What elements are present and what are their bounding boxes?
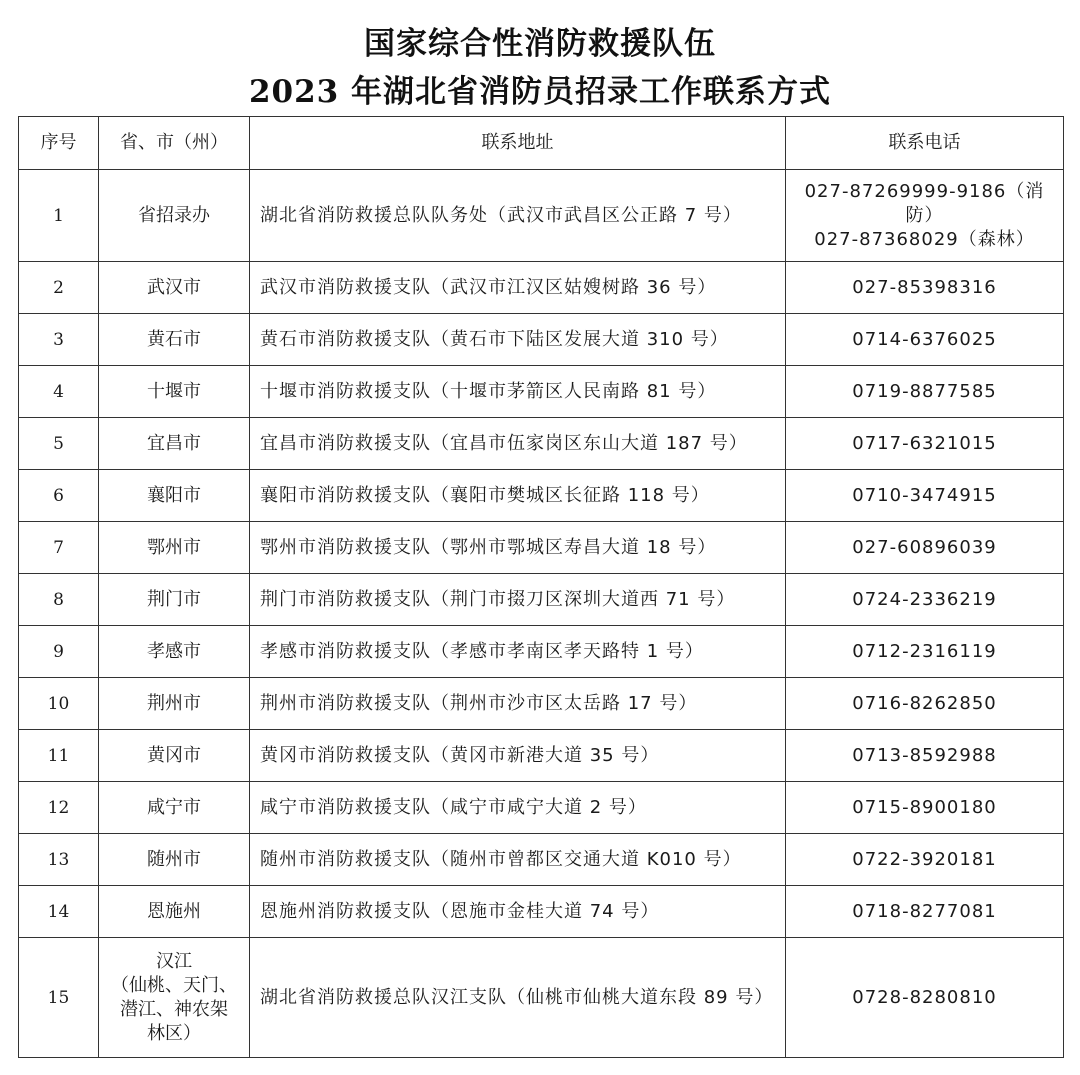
cell-region: 孝感市 xyxy=(99,626,250,678)
cell-phone xyxy=(786,522,1064,574)
cell-address: 湖北省消防救援总队汉江支队（仙桃市仙桃大道东段 89 号） xyxy=(250,938,786,1058)
table-row xyxy=(19,522,1064,574)
cell-no: 11 xyxy=(19,730,99,782)
cell-region: 鄂州市 xyxy=(99,522,250,574)
region-line: （仙桃、天门、 xyxy=(111,974,237,996)
table-row xyxy=(19,782,1064,834)
cell-address: 恩施州消防救援支队（恩施市金桂大道 74 号） xyxy=(250,886,786,938)
cell-address: 孝感市消防救援支队（孝感市孝南区孝天路特 1 号） xyxy=(250,626,786,678)
cell-region: 武汉市 xyxy=(99,262,250,314)
cell-region xyxy=(99,938,250,1058)
cell-phone xyxy=(786,366,1064,418)
cell-region: 随州市 xyxy=(99,834,250,886)
phone-number: 027-60896039 xyxy=(852,536,997,558)
table-row xyxy=(19,418,1064,470)
cell-phone xyxy=(786,938,1064,1058)
cell-phone xyxy=(786,730,1064,782)
phone-number: 0715-8900180 xyxy=(852,796,997,818)
cell-address: 武汉市消防救援支队（武汉市江汉区姑嫂树路 36 号） xyxy=(250,262,786,314)
phone-number: 0717-6321015 xyxy=(852,432,997,454)
cell-address: 十堰市消防救援支队（十堰市茅箭区人民南路 81 号） xyxy=(250,366,786,418)
table-row xyxy=(19,834,1064,886)
table-row xyxy=(19,170,1064,262)
cell-phone xyxy=(786,574,1064,626)
table-row xyxy=(19,938,1064,1058)
cell-region: 荆门市 xyxy=(99,574,250,626)
cell-address: 随州市消防救援支队（随州市曾都区交通大道 K010 号） xyxy=(250,834,786,886)
cell-address: 宜昌市消防救援支队（宜昌市伍家岗区东山大道 187 号） xyxy=(250,418,786,470)
cell-no: 8 xyxy=(19,574,99,626)
cell-address: 咸宁市消防救援支队（咸宁市咸宁大道 2 号） xyxy=(250,782,786,834)
cell-phone xyxy=(786,418,1064,470)
table-row xyxy=(19,366,1064,418)
cell-no: 1 xyxy=(19,170,99,262)
cell-phone xyxy=(786,314,1064,366)
table-row xyxy=(19,678,1064,730)
cell-region: 省招录办 xyxy=(99,170,250,262)
phone-number: 0719-8877585 xyxy=(852,380,997,402)
cell-no: 4 xyxy=(19,366,99,418)
region-line: 汉江 xyxy=(156,950,192,972)
table-row xyxy=(19,626,1064,678)
cell-region: 荆州市 xyxy=(99,678,250,730)
phone-number: 027-87368029（森林） xyxy=(814,228,1035,250)
table-row xyxy=(19,886,1064,938)
cell-phone xyxy=(786,470,1064,522)
cell-address: 襄阳市消防救援支队（襄阳市樊城区长征路 118 号） xyxy=(250,470,786,522)
cell-no: 9 xyxy=(19,626,99,678)
cell-address: 黄冈市消防救援支队（黄冈市新港大道 35 号） xyxy=(250,730,786,782)
cell-region: 襄阳市 xyxy=(99,470,250,522)
header-address: 联系地址 xyxy=(250,117,786,170)
table-header-row xyxy=(19,117,1064,170)
phone-number: 0714-6376025 xyxy=(852,328,997,350)
header-region: 省、市（州） xyxy=(99,117,250,170)
cell-no: 3 xyxy=(19,314,99,366)
table-body xyxy=(19,170,1064,1058)
cell-phone xyxy=(786,170,1064,262)
table-row xyxy=(19,314,1064,366)
cell-phone xyxy=(786,678,1064,730)
phone-number: 027-87269999-9186（消防） xyxy=(804,180,1045,226)
cell-phone xyxy=(786,886,1064,938)
phone-number: 0712-2316119 xyxy=(852,640,997,662)
table-row xyxy=(19,470,1064,522)
phone-number: 0728-8280810 xyxy=(852,986,997,1008)
phone-number: 0710-3474915 xyxy=(852,484,997,506)
cell-phone xyxy=(786,834,1064,886)
phone-number: 0716-8262850 xyxy=(852,692,997,714)
phone-number: 0724-2336219 xyxy=(852,588,997,610)
cell-address: 鄂州市消防救援支队（鄂州市鄂城区寿昌大道 18 号） xyxy=(250,522,786,574)
cell-address: 荆门市消防救援支队（荆门市掇刀区深圳大道西 71 号） xyxy=(250,574,786,626)
cell-region: 咸宁市 xyxy=(99,782,250,834)
cell-region: 黄石市 xyxy=(99,314,250,366)
cell-no: 14 xyxy=(19,886,99,938)
phone-number: 0722-3920181 xyxy=(852,848,997,870)
cell-region: 恩施州 xyxy=(99,886,250,938)
cell-no: 5 xyxy=(19,418,99,470)
cell-address: 湖北省消防救援总队队务处（武汉市武昌区公正路 7 号） xyxy=(250,170,786,262)
region-line: 潜江、神农架 xyxy=(120,998,228,1020)
cell-region: 十堰市 xyxy=(99,366,250,418)
phone-number: 0713-8592988 xyxy=(852,744,997,766)
document-title-line1: 国家综合性消防救援队伍 xyxy=(364,26,716,62)
cell-no: 6 xyxy=(19,470,99,522)
phone-number: 027-85398316 xyxy=(852,276,997,298)
document-title-line2: 2023 年湖北省消防员招录工作联系方式 xyxy=(248,74,832,110)
cell-phone xyxy=(786,626,1064,678)
table-row xyxy=(19,730,1064,782)
cell-no: 10 xyxy=(19,678,99,730)
region-line: 林区） xyxy=(147,1022,201,1044)
contact-table xyxy=(18,116,1064,1058)
header-phone: 联系电话 xyxy=(786,117,1064,170)
phone-number: 0718-8277081 xyxy=(852,900,997,922)
cell-no: 12 xyxy=(19,782,99,834)
cell-phone xyxy=(786,262,1064,314)
table-row xyxy=(19,262,1064,314)
cell-address: 黄石市消防救援支队（黄石市下陆区发展大道 310 号） xyxy=(250,314,786,366)
cell-no: 2 xyxy=(19,262,99,314)
cell-address: 荆州市消防救援支队（荆州市沙市区太岳路 17 号） xyxy=(250,678,786,730)
cell-region: 黄冈市 xyxy=(99,730,250,782)
table-row xyxy=(19,574,1064,626)
cell-region: 宜昌市 xyxy=(99,418,250,470)
cell-no: 15 xyxy=(19,938,99,1058)
header-no: 序号 xyxy=(19,117,99,170)
cell-phone xyxy=(786,782,1064,834)
cell-no: 7 xyxy=(19,522,99,574)
cell-no: 13 xyxy=(19,834,99,886)
